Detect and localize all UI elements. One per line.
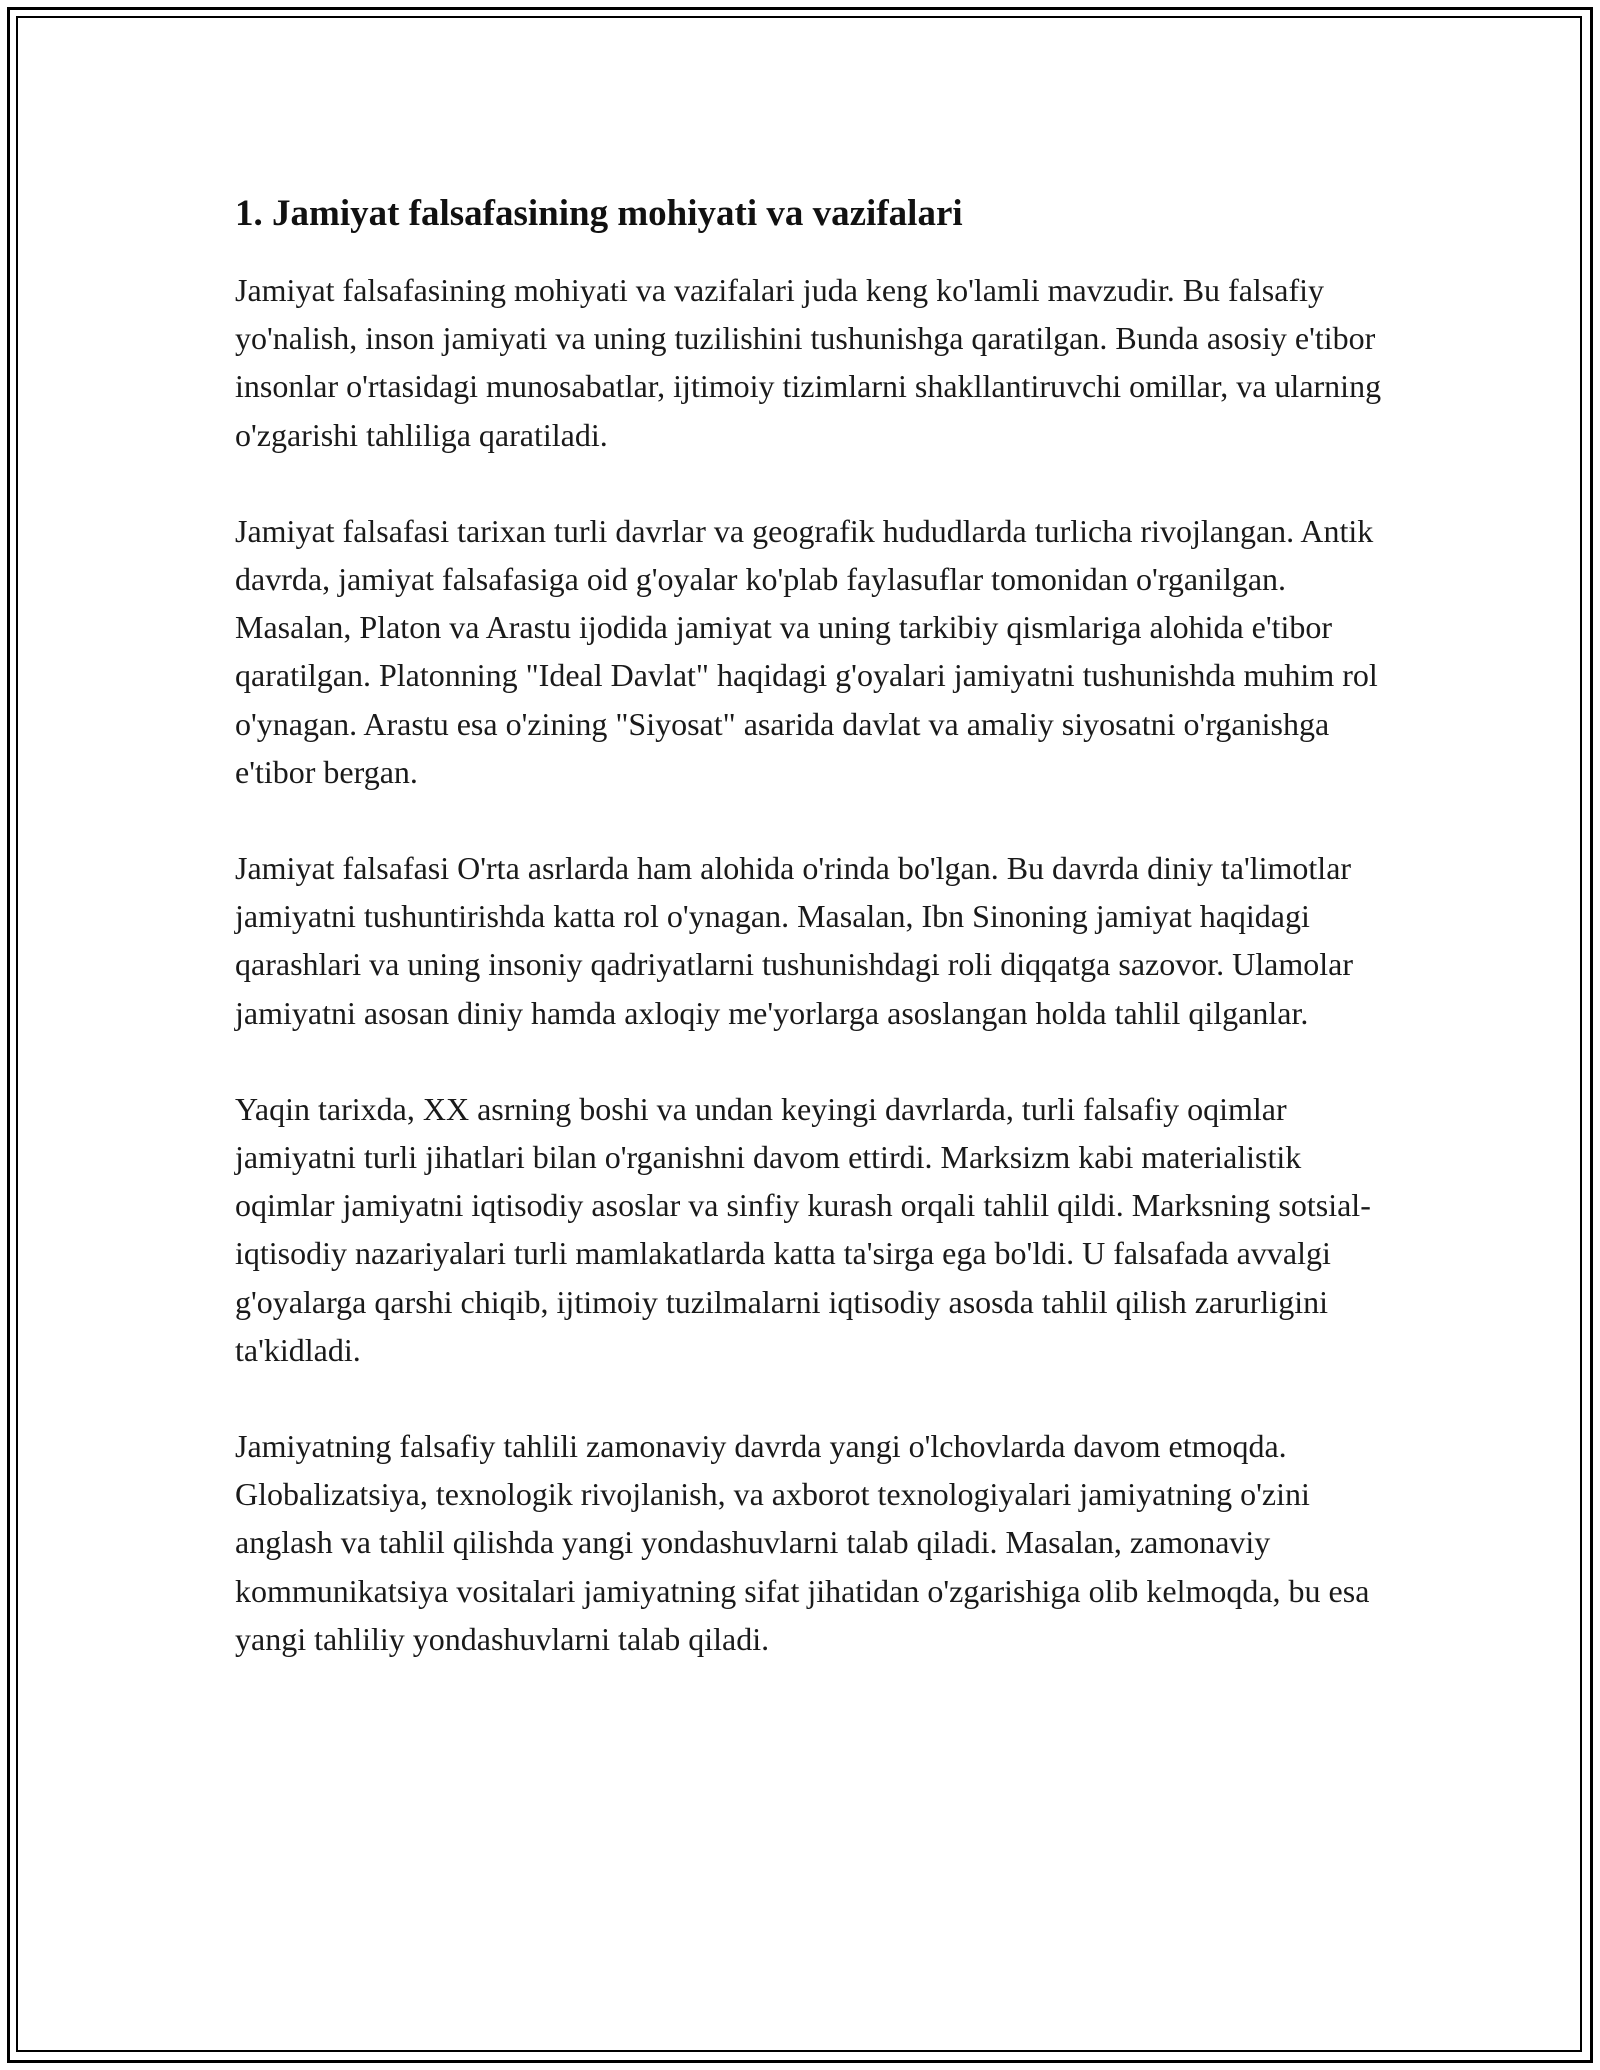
paragraph-2: Jamiyat falsafasi tarixan turli davrlar va geografik hududlarda turlicha rivojlangan. Antik davrda, jamiyat falsafasiga oid g'oyalar ko'plab faylasuflar tomonidan o'rganilgan. Masalan, Platon va Arastu ijodida jamiyat va uning tarkibiy qismlariga alohida e'tibor qaratilgan. Platonning "Ideal Davlat" haqidagi g'oyalari jamiyatni tushunishda muhim rol o'ynagan. Arastu esa o'zining "Siyosat" asarida davlat va amaliy siyosatni o'rganishga e'tibor bergan. — [235, 512, 1378, 790]
paragraph-1: Jamiyat falsafasining mohiyati va vazifalari juda keng ko'lamli mavzudir. Bu falsafiy yo'nalish, inson jamiyati va uning tuzilishini tushunishga qaratilgan. Bunda asosiy e'tibor insonlar o'rtasidagi munosabatlar, ijtimoiy tizimlarni shakllantiruvchi omillar, va ularning o'zgarishi tahliliga qaratiladi. — [235, 272, 1382, 453]
document-body — [235, 186, 1385, 1711]
paragraph-3: Jamiyat falsafasi O'rta asrlarda ham alohida o'rinda bo'lgan. Bu davrda diniy ta'limotlar jamiyatni tushuntirishda katta rol o'ynagan. Masalan, Ibn Sinoning jamiyat haqidagi qarashlari va uning insoniy qadriyatlarni tushunishdagi roli diqqatga sazovor. Ulamolar jamiyatni asosan diniy hamda axloqiy me'yorlarga asoslangan holda tahlil qilganlar. — [235, 850, 1353, 1031]
section-heading: 1. Jamiyat falsafasining mohiyati va vazifalari — [235, 193, 963, 234]
paragraph-4: Yaqin tarixda, XX asrning boshi va undan keyingi davrlarda, turli falsafiy oqimlar jamiyatni turli jihatlari bilan o'rganishni davom ettirdi. Marksizm kabi materialistik oqimlar jamiyatni iqtisodiy asoslar va sinfiy kurash orqali tahlil qildi. Marksning sotsial-iqtisodiy nazariyalari turli mamlakatlarda katta ta'sirga ega bo'ldi. U falsafada avvalgi g'oyalarga qarshi chiqib, ijtimoiy tuzilmalarni iqtisodiy asosda tahlil qilish zarurligini ta'kidladi. — [235, 1090, 1371, 1368]
paragraph-5: Jamiyatning falsafiy tahlili zamonaviy davrda yangi o'lchovlarda davom etmoqda. Globalizatsiya, texnologik rivojlanish, va axborot texnologiyalari jamiyatning o'zini anglash va tahlil qilishda yangi yondashuvlarni talab qiladi. Masalan, zamonaviy kommunikatsiya vositalari jamiyatning sifat jihatidan o'zgarishiga olib kelmoqda, bu esa yangi tahliliy yondashuvlarni talab qiladi. — [235, 1428, 1370, 1657]
